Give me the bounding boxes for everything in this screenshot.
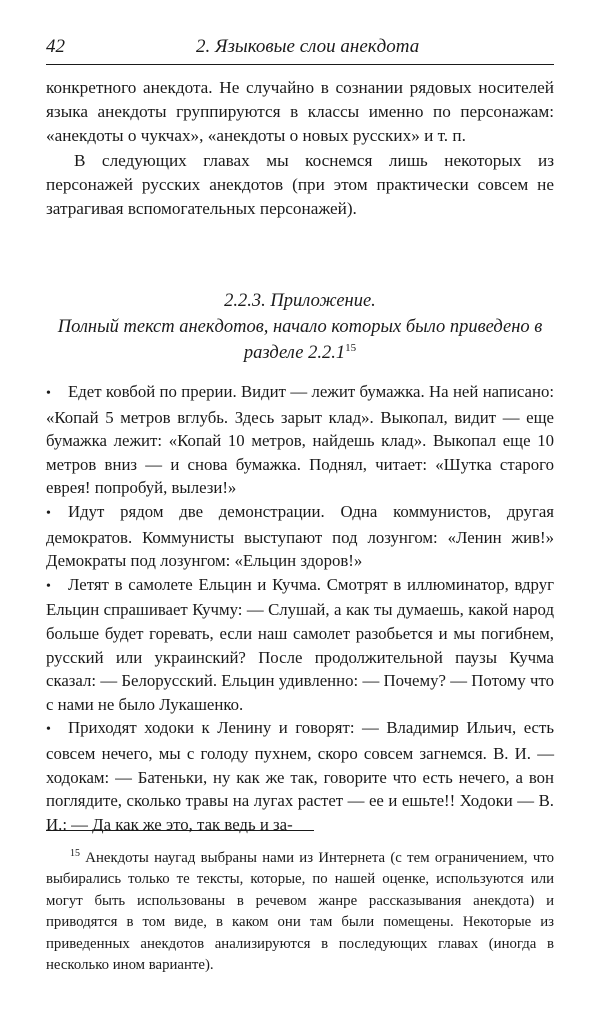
section-heading (46, 288, 554, 366)
footnote-reference: 15 (345, 341, 357, 354)
joke-text: Идут рядом две демонстрации. Одна коммунистов, другая демократов. Коммунисты выступают под лозунгом: «Ленин жив!» Демократы под лозунгом: «Ельцин здоров!» (46, 501, 554, 571)
footnote-number: 15 (70, 848, 80, 860)
joke-text: Едет ковбой по прерии. Видит — лежит бумажка. На ней написано: «Копай 5 метров вглубь. Здесь зарыт клад». Выкопал, видит — еще бумажка лежит: «Копай 10 метров, найдешь клад». Выкопал еще 10 метров вниз — и снова бумажка. Поднял, читает: «Шутка старого еврея! попробуй, вылези!» (46, 382, 554, 498)
running-header (46, 30, 554, 65)
footnote-divider (46, 830, 314, 831)
running-title: 2. Языковые слои анекдота (196, 36, 420, 57)
joke-item (46, 380, 554, 500)
joke-item (46, 573, 554, 717)
joke-text: Летят в самолете Ельцин и Кучма. Смотрят в иллюминатор, вдруг Ельцин спрашивает Кучму: — Слушай, а как ты думаешь, какой народ больше будет горевать, если наш самолет разобьется и мы погибнем, русский или украинский? После продолжительной паузы Кучма сказал: — Белорусский. Ельцин удивленно: — Почему? — Потому что с нами не было Лукашенко. (46, 574, 554, 714)
jokes-list (46, 380, 554, 836)
joke-text: Приходят ходоки к Ленину и говорят: — Владимир Ильич, есть совсем нечего, мы с голоду пухнем, скоро совсем загнемся. В. И. — ходокам: — Батеньки, ну как же так, говорите что есть нечего, а вон поглядите, сколько травы на лугах растет — ее и ешьте!! Ходоки — В. И.: — Да как же это, так ведь и за- (46, 718, 554, 834)
bullet-icon: • (46, 386, 51, 401)
bullet-icon: • (46, 722, 51, 738)
bullet-icon: • (46, 578, 51, 594)
bullet-icon: • (46, 505, 51, 521)
joke-item (46, 716, 554, 836)
intro-paragraph-1: конкретного анекдота. Не случайно в сознании рядовых носителей языка анекдоты группируются в классы именно по персонажам: «анекдоты о чукчах», «анекдоты о новых русских» и т. п. (46, 78, 554, 146)
footnote-paragraph (46, 848, 554, 976)
intro-paragraph-2: В следующих главах мы коснемся лишь некоторых из персонажей русских анекдотов (при этом практически совсем не затрагивая вспомогательных персонажей). (46, 150, 554, 219)
section-subtitle: Полный текст анекдотов, начало которых было приведено в разделе 2.2.1 (57, 317, 543, 363)
section-number-title: 2.2.3. Приложение. (224, 291, 376, 311)
footnote-text: Анекдоты наугад выбраны нами из Интернета (с тем ограничением, что выбирались только те тексты, которые, по нашей оценке, используются или могут быть использованы в речевом жанре рассказывания анекдота) и приводятся в том виде, в каком они там были помещены. Некоторые из приведенных анекдотов анализируются в последующих главах (иногда в несколько ином варианте). (46, 850, 554, 974)
section-subtitle-wrap (46, 314, 554, 366)
page-number: 42 (46, 36, 65, 57)
intro-text (46, 76, 554, 221)
joke-item (46, 500, 554, 573)
footnote (46, 848, 554, 976)
